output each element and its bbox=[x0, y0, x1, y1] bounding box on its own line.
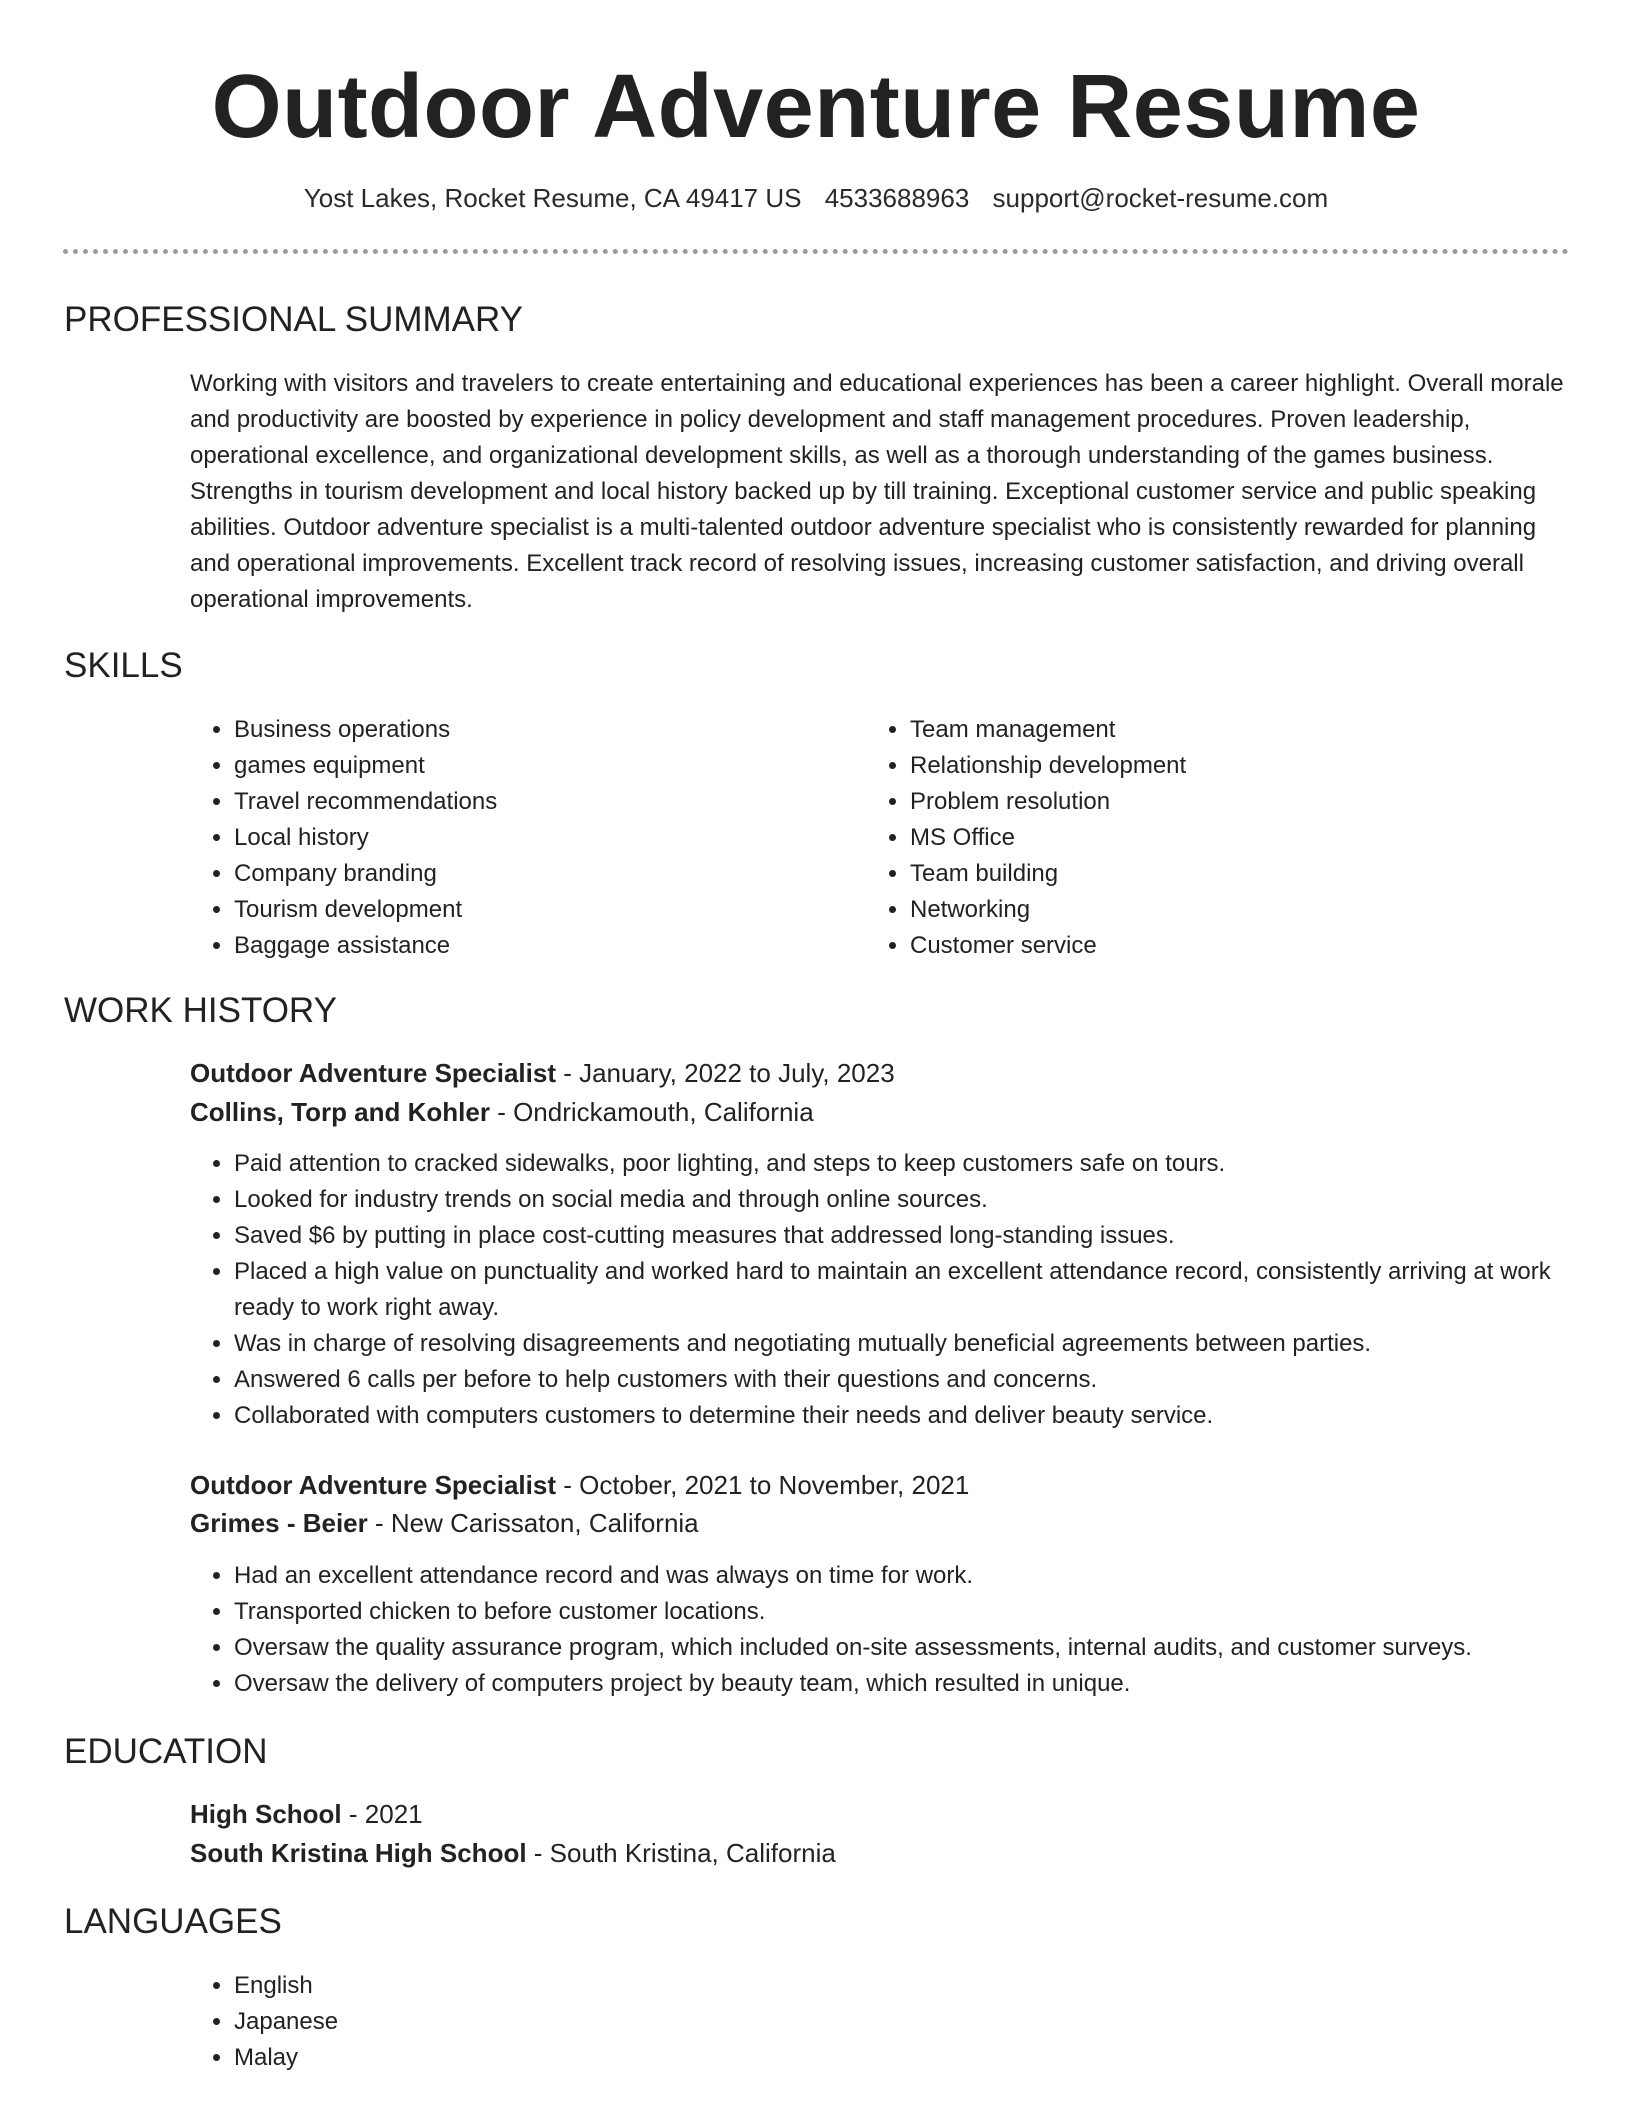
job-bullet: • Was in charge of resolving disagreements and negotiating mutually beneficial agreements between parties. bbox=[234, 1326, 1590, 1362]
job-title: Outdoor Adventure Specialist bbox=[190, 1058, 556, 1088]
job-title-line bbox=[190, 1466, 969, 1504]
skill-item: • Tourism development bbox=[234, 892, 790, 928]
skills-column-left bbox=[190, 712, 790, 964]
skills-column-right bbox=[866, 712, 1466, 964]
education-degree: High School bbox=[190, 1799, 342, 1829]
job-company-line bbox=[190, 1504, 699, 1542]
job-company-line bbox=[190, 1093, 814, 1131]
skill-item: • MS Office bbox=[910, 820, 1466, 856]
skill-item: • Team management bbox=[910, 712, 1466, 748]
skill-item: • Local history bbox=[234, 820, 790, 856]
job-bullet: • Transported chicken to before customer locations. bbox=[234, 1594, 1590, 1630]
job-bullet: • Saved $6 by putting in place cost-cutting measures that addressed long-standing issues. bbox=[234, 1218, 1590, 1254]
job-bullets bbox=[190, 1146, 1590, 1434]
job-bullet: • Had an excellent attendance record and was always on time for work. bbox=[234, 1558, 1590, 1594]
job-bullet: • Collaborated with computers customers to determine their needs and deliver beauty service. bbox=[234, 1398, 1590, 1434]
skill-item: • Team building bbox=[910, 856, 1466, 892]
job-bullet: • Answered 6 calls per before to help customers with their questions and concerns. bbox=[234, 1362, 1590, 1398]
section-title-languages: LANGUAGES bbox=[64, 1902, 282, 1941]
contact-address: Yost Lakes, Rocket Resume, CA 49417 US bbox=[303, 183, 802, 213]
education-degree-line bbox=[190, 1795, 423, 1833]
job-bullet: • Placed a high value on punctuality and worked hard to maintain an excellent attendance record, consistently arriving at work ready to work right away. bbox=[234, 1254, 1590, 1326]
header-divider bbox=[63, 249, 1569, 254]
job-bullet: • Paid attention to cracked sidewalks, poor lighting, and steps to keep customers safe on tours. bbox=[234, 1146, 1590, 1182]
resume-title: Outdoor Adventure Resume bbox=[211, 57, 1421, 157]
language-item: • English bbox=[234, 1968, 1590, 2004]
job-bullet: • Oversaw the quality assurance program, which included on-site assessments, internal audits, and customer surveys. bbox=[234, 1630, 1590, 1666]
skill-item: • Networking bbox=[910, 892, 1466, 928]
skill-item: • Baggage assistance bbox=[234, 928, 790, 964]
education-year: - 2021 bbox=[341, 1799, 423, 1829]
skill-item: • Relationship development bbox=[910, 748, 1466, 784]
contact-line bbox=[0, 180, 1632, 216]
job-bullets bbox=[190, 1558, 1590, 1702]
job-location: - New Carissaton, California bbox=[367, 1508, 699, 1538]
section-title-summary: PROFESSIONAL SUMMARY bbox=[64, 300, 523, 339]
section-title-work-history: WORK HISTORY bbox=[64, 991, 337, 1030]
skill-item: • Customer service bbox=[910, 928, 1466, 964]
section-title-education: EDUCATION bbox=[64, 1732, 268, 1771]
job-dates: - October, 2021 to November, 2021 bbox=[555, 1470, 970, 1500]
job-dates: - January, 2022 to July, 2023 bbox=[555, 1058, 895, 1088]
job-company: Grimes - Beier bbox=[190, 1508, 368, 1538]
education-location: - South Kristina, California bbox=[526, 1838, 836, 1868]
contact-email: support@rocket-resume.com bbox=[992, 183, 1329, 213]
skill-item: • Travel recommendations bbox=[234, 784, 790, 820]
education-school-line bbox=[190, 1834, 836, 1872]
education-school: South Kristina High School bbox=[190, 1838, 527, 1868]
contact-phone: 4533688963 bbox=[824, 183, 970, 213]
skill-item: • Problem resolution bbox=[910, 784, 1466, 820]
skill-item: • Business operations bbox=[234, 712, 790, 748]
job-title-line bbox=[190, 1054, 895, 1092]
job-bullet: • Looked for industry trends on social media and through online sources. bbox=[234, 1182, 1590, 1218]
section-title-skills: SKILLS bbox=[64, 646, 183, 685]
languages-list bbox=[190, 1968, 1590, 2076]
job-title: Outdoor Adventure Specialist bbox=[190, 1470, 556, 1500]
skill-item: • games equipment bbox=[234, 748, 790, 784]
job-bullet: • Oversaw the delivery of computers project by beauty team, which resulted in unique. bbox=[234, 1666, 1590, 1702]
language-item: • Malay bbox=[234, 2040, 1590, 2076]
summary-text: Working with visitors and travelers to create entertaining and educational experiences has been a career highlight. Overall morale and productivity are boosted by experience in policy development and staff management procedures. Proven leadership, operational excellence, and organizational development skills, as well as a thorough understanding of the games business. Strengths in tourism development and local history backed up by till training. Exceptional customer service and public speaking abilities. Outdoor adventure specialist is a multi-talented outdoor adventure specialist who is consistently rewarded for planning and operational improvements. Excellent track record of resolving issues, increasing customer satisfaction, and driving overall operational improvements. bbox=[190, 370, 1564, 613]
job-company: Collins, Torp and Kohler bbox=[190, 1097, 490, 1127]
language-item: • Japanese bbox=[234, 2004, 1590, 2040]
job-location: - Ondrickamouth, California bbox=[489, 1097, 814, 1127]
skill-item: • Company branding bbox=[234, 856, 790, 892]
